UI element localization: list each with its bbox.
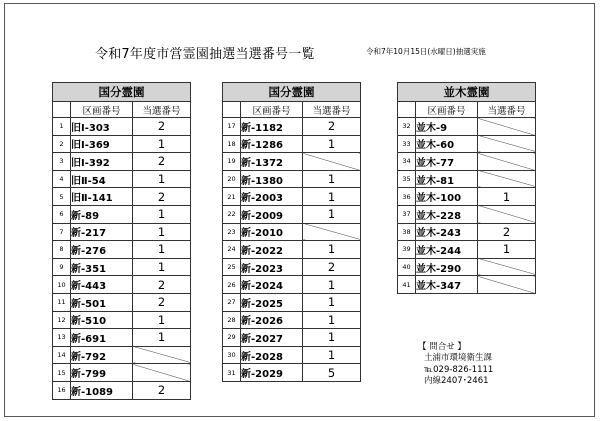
contact-info	[418, 342, 493, 388]
winning-number-header: 当選番号	[478, 102, 536, 118]
winning-number: 2	[133, 381, 191, 399]
row-number: 10	[53, 276, 71, 294]
no-winner-cell	[478, 118, 536, 136]
row-number-header	[398, 102, 416, 118]
winning-number: 1	[478, 241, 536, 259]
row-number: 23	[223, 223, 241, 241]
table-row	[53, 329, 191, 347]
table-row	[53, 293, 191, 311]
section-number: 新-2022	[241, 241, 303, 259]
contact-extension: 内線2407･2461	[424, 376, 489, 387]
section-number-header: 区画番号	[71, 102, 133, 118]
section-number: 並木-81	[416, 170, 478, 188]
row-number: 18	[223, 135, 241, 153]
contact-phone: ℡029-826-1111	[424, 364, 494, 375]
row-number: 32	[398, 118, 416, 136]
table-row	[53, 205, 191, 223]
table-row	[223, 311, 361, 329]
no-winner-cell	[478, 170, 536, 188]
row-number: 35	[398, 170, 416, 188]
no-winner-cell	[478, 135, 536, 153]
section-number: 新-2024	[241, 276, 303, 294]
table-row	[223, 170, 361, 188]
table-row	[398, 276, 536, 294]
table-row	[53, 346, 191, 364]
row-number: 21	[223, 188, 241, 206]
row-number: 8	[53, 241, 71, 259]
section-number: 新-2028	[241, 346, 303, 364]
row-number: 9	[53, 258, 71, 276]
cemetery-name: 国分霊園	[223, 83, 361, 102]
no-winner-cell	[303, 223, 361, 241]
no-winner-cell	[478, 258, 536, 276]
section-number: 新-2023	[241, 258, 303, 276]
table-row	[53, 170, 191, 188]
no-winner-cell	[478, 276, 536, 294]
winning-number: 2	[303, 118, 361, 136]
winning-number: 1	[303, 311, 361, 329]
table-row	[223, 118, 361, 136]
section-number: 新-799	[71, 364, 133, 382]
section-number-header: 区画番号	[416, 102, 478, 118]
winning-number: 1	[303, 346, 361, 364]
table-row	[398, 223, 536, 241]
section-number: 新-351	[71, 258, 133, 276]
section-number: 旧Ⅰ-303	[71, 118, 133, 136]
table-row	[223, 223, 361, 241]
section-number: 並木-244	[416, 241, 478, 259]
row-number: 2	[53, 135, 71, 153]
table-row	[223, 276, 361, 294]
section-number: 旧Ⅱ-54	[71, 170, 133, 188]
winning-number: 1	[133, 258, 191, 276]
row-number: 14	[53, 346, 71, 364]
section-number: 新-2026	[241, 311, 303, 329]
no-winner-cell	[303, 153, 361, 171]
table-row	[223, 293, 361, 311]
section-number: 新-1089	[71, 381, 133, 399]
table-row	[53, 381, 191, 399]
table-row	[53, 311, 191, 329]
table-row	[398, 153, 536, 171]
row-number: 11	[53, 293, 71, 311]
section-number: 新-2010	[241, 223, 303, 241]
table-row	[53, 135, 191, 153]
row-number: 33	[398, 135, 416, 153]
winning-number: 1	[303, 241, 361, 259]
page-title: 令和7年度市営霊園抽選当選番号一覧	[95, 47, 315, 62]
table-row	[53, 188, 191, 206]
row-number: 34	[398, 153, 416, 171]
contact-heading: 【 問合せ 】	[418, 342, 466, 352]
table-row	[398, 241, 536, 259]
section-number: 旧Ⅰ-369	[71, 135, 133, 153]
table-row	[53, 364, 191, 382]
table-row	[223, 346, 361, 364]
row-number: 26	[223, 276, 241, 294]
row-number-header	[223, 102, 241, 118]
section-number: 新-443	[71, 276, 133, 294]
section-number: 並木-290	[416, 258, 478, 276]
table-row	[398, 170, 536, 188]
contact-department: 土浦市環境衛生課	[424, 353, 493, 364]
table-row	[223, 241, 361, 259]
row-number: 31	[223, 364, 241, 382]
section-number: 並木-100	[416, 188, 478, 206]
winning-number: 1	[133, 135, 191, 153]
section-number: 新-276	[71, 241, 133, 259]
no-winner-cell	[478, 153, 536, 171]
section-number: 新-2009	[241, 205, 303, 223]
section-number: 並木-77	[416, 153, 478, 171]
table-row	[398, 135, 536, 153]
table-row	[223, 329, 361, 347]
winning-number: 1	[133, 170, 191, 188]
section-number: 新-1286	[241, 135, 303, 153]
table-row	[398, 205, 536, 223]
row-number: 19	[223, 153, 241, 171]
section-number: 並木-243	[416, 223, 478, 241]
table-row	[53, 258, 191, 276]
table-row	[53, 153, 191, 171]
row-number: 29	[223, 329, 241, 347]
winning-number: 2	[133, 276, 191, 294]
row-number: 5	[53, 188, 71, 206]
section-number-header: 区画番号	[241, 102, 303, 118]
lottery-date: 令和7年10月15日(水曜日)抽選実施	[366, 47, 486, 56]
row-number: 40	[398, 258, 416, 276]
row-number: 6	[53, 205, 71, 223]
row-number: 7	[53, 223, 71, 241]
table-row	[223, 135, 361, 153]
winning-number: 2	[133, 118, 191, 136]
section-number: 新-510	[71, 311, 133, 329]
row-number: 15	[53, 364, 71, 382]
row-number: 38	[398, 223, 416, 241]
row-number: 41	[398, 276, 416, 294]
winning-number: 2	[133, 153, 191, 171]
row-number-header	[53, 102, 71, 118]
row-number: 1	[53, 118, 71, 136]
row-number: 22	[223, 205, 241, 223]
kokubu-cemetery-table-2	[222, 82, 361, 382]
winning-number: 1	[303, 135, 361, 153]
winning-number: 1	[303, 276, 361, 294]
row-number: 17	[223, 118, 241, 136]
section-number: 新-89	[71, 205, 133, 223]
section-number: 新-2003	[241, 188, 303, 206]
no-winner-cell	[133, 346, 191, 364]
section-number: 新-1182	[241, 118, 303, 136]
winning-number-header: 当選番号	[303, 102, 361, 118]
winning-number-header: 当選番号	[133, 102, 191, 118]
table-row	[223, 364, 361, 382]
row-number: 37	[398, 205, 416, 223]
winning-number: 1	[478, 188, 536, 206]
winning-number: 2	[303, 258, 361, 276]
row-number: 12	[53, 311, 71, 329]
no-winner-cell	[133, 364, 191, 382]
section-number: 旧Ⅰ-392	[71, 153, 133, 171]
row-number: 28	[223, 311, 241, 329]
table-row	[53, 276, 191, 294]
row-number: 13	[53, 329, 71, 347]
section-number: 新-792	[71, 346, 133, 364]
table-row	[53, 223, 191, 241]
table-row	[223, 205, 361, 223]
row-number: 3	[53, 153, 71, 171]
winning-number: 1	[133, 241, 191, 259]
winning-number: 1	[303, 170, 361, 188]
section-number: 新-501	[71, 293, 133, 311]
section-number: 新-691	[71, 329, 133, 347]
no-winner-cell	[478, 205, 536, 223]
table-row	[223, 258, 361, 276]
row-number: 24	[223, 241, 241, 259]
section-number: 並木-347	[416, 276, 478, 294]
winning-number: 1	[303, 205, 361, 223]
section-number: 新-1380	[241, 170, 303, 188]
winning-number: 2	[133, 188, 191, 206]
table-row	[398, 258, 536, 276]
row-number: 27	[223, 293, 241, 311]
section-number: 並木-9	[416, 118, 478, 136]
table-row	[398, 188, 536, 206]
row-number: 16	[53, 381, 71, 399]
table-row	[53, 118, 191, 136]
kokubu-cemetery-table-1	[52, 82, 191, 400]
section-number: 旧Ⅱ-141	[71, 188, 133, 206]
row-number: 25	[223, 258, 241, 276]
section-number: 新-2027	[241, 329, 303, 347]
section-number: 並木-60	[416, 135, 478, 153]
cemetery-name: 国分霊園	[53, 83, 191, 102]
winning-number: 1	[133, 223, 191, 241]
row-number: 30	[223, 346, 241, 364]
row-number: 4	[53, 170, 71, 188]
winning-number: 1	[303, 329, 361, 347]
table-row	[53, 241, 191, 259]
winning-number: 1	[303, 293, 361, 311]
winning-number: 1	[133, 311, 191, 329]
section-number: 新-2029	[241, 364, 303, 382]
winning-number: 5	[303, 364, 361, 382]
section-number: 並木-228	[416, 205, 478, 223]
winning-number: 2	[478, 223, 536, 241]
section-number: 新-217	[71, 223, 133, 241]
row-number: 20	[223, 170, 241, 188]
row-number: 39	[398, 241, 416, 259]
section-number: 新-2025	[241, 293, 303, 311]
winning-number: 1	[133, 329, 191, 347]
namiki-cemetery-table	[397, 82, 536, 294]
cemetery-name: 並木霊園	[398, 83, 536, 102]
winning-number: 1	[303, 188, 361, 206]
winning-number: 1	[133, 205, 191, 223]
section-number: 新-1372	[241, 153, 303, 171]
row-number: 36	[398, 188, 416, 206]
table-row	[398, 118, 536, 136]
table-row	[223, 153, 361, 171]
winning-number: 2	[133, 293, 191, 311]
table-row	[223, 188, 361, 206]
